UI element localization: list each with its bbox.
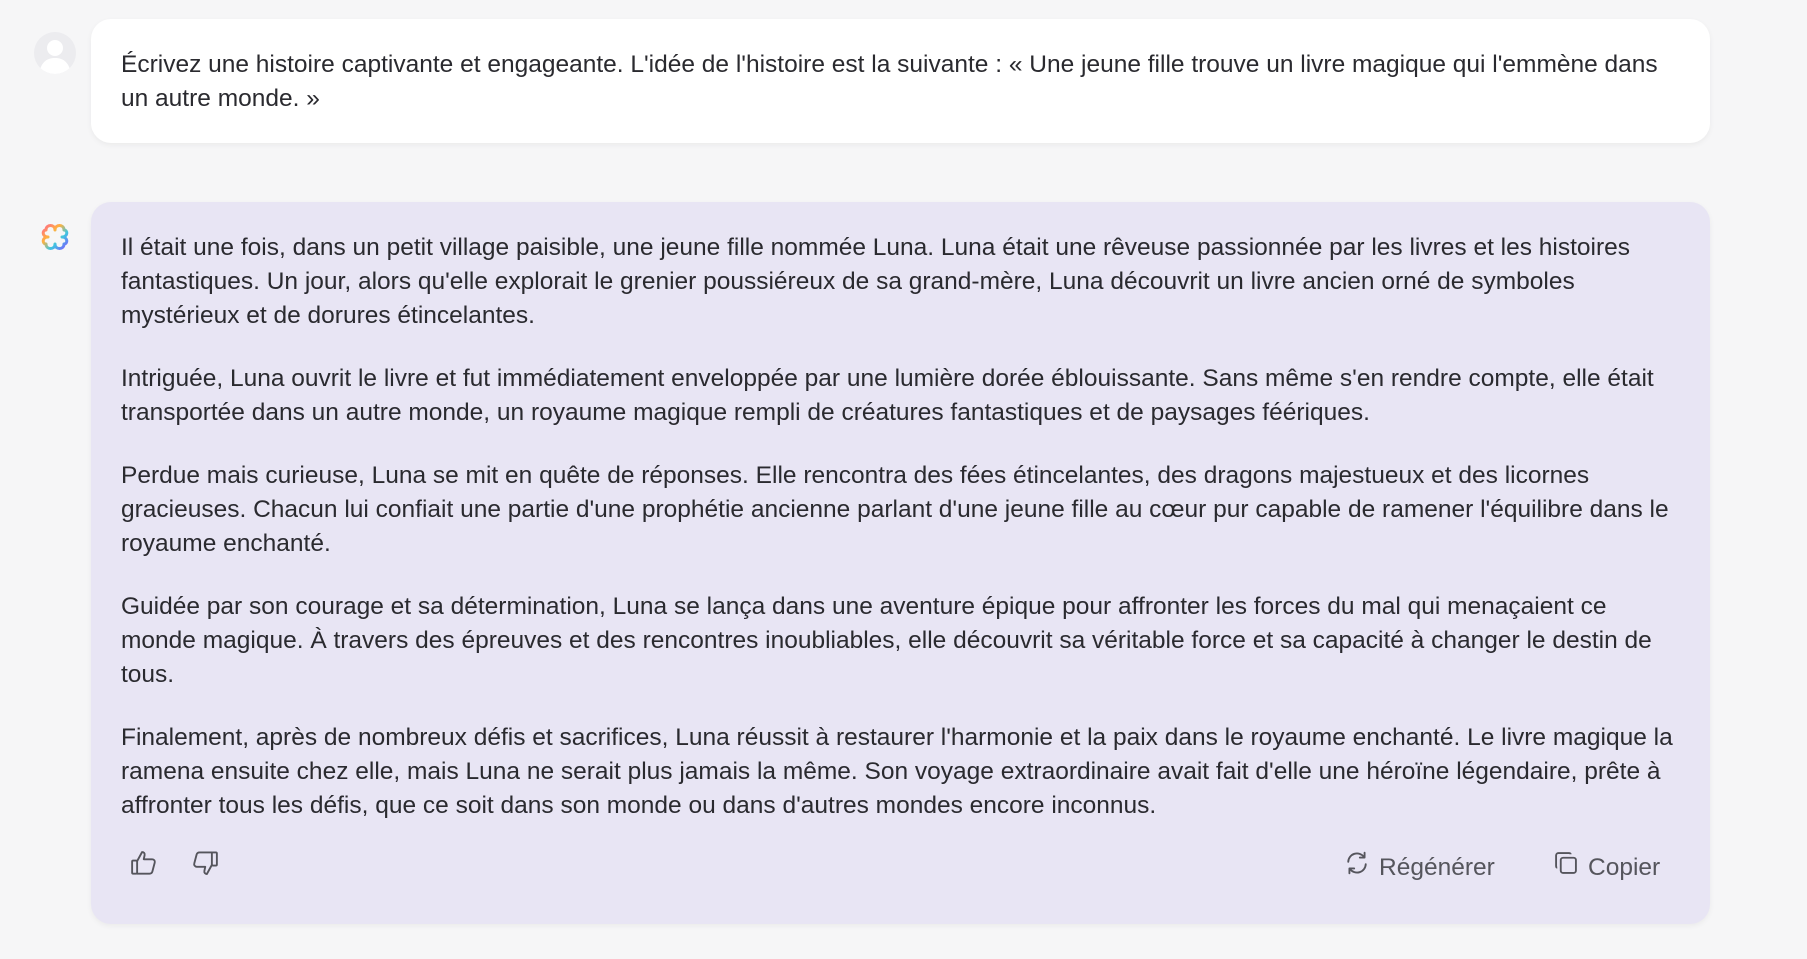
- thumbs-up-icon: [129, 848, 159, 888]
- regenerate-label: Régénérer: [1379, 854, 1495, 881]
- user-avatar-icon: [34, 32, 76, 74]
- copy-button[interactable]: [1552, 848, 1660, 888]
- story-paragraph: Il était une fois, dans un petit village paisible, une jeune fille nommée Luna. Luna était une rêveuse passionnée par les livres et les histoires fantastiques. Un jour, alors qu'elle explorait le grenier poussiéreux de sa grand-mère, Luna découvrit un livre ancien orné de symboles mystérieux et de dorures étincelantes.: [121, 234, 1631, 329]
- refresh-icon: [1343, 849, 1371, 887]
- assistant-message: [91, 202, 1710, 924]
- assistant-logo-icon: [38, 220, 72, 254]
- copy-icon: [1552, 849, 1580, 887]
- thumbs-up-button[interactable]: [124, 848, 164, 888]
- user-message-text: Écrivez une histoire captivante et engageante. L'idée de l'histoire est la suivante : « Une jeune fille trouve un livre magique qui l'emmène dans un autre monde. »: [121, 51, 1658, 112]
- regenerate-button[interactable]: [1343, 848, 1495, 888]
- copy-label: Copier: [1588, 854, 1661, 881]
- story-paragraph: Intriguée, Luna ouvrit le livre et fut immédiatement enveloppée par une lumière dorée éblouissante. Sans même s'en rendre compte, elle était transportée dans un autre monde, un royaume magique rempli de créatures fantastiques et de paysages féériques.: [121, 365, 1654, 426]
- story-paragraph: Guidée par son courage et sa détermination, Luna se lança dans une aventure épique pour affronter les forces du mal qui menaçaient ce monde magique. À travers des épreuves et des rencontres inoubliables, elle découvrit sa véritable force et sa capacité à changer le destin de tous.: [121, 593, 1652, 688]
- thumbs-down-button[interactable]: [185, 848, 225, 888]
- story-paragraph: Perdue mais curieuse, Luna se mit en quête de réponses. Elle rencontra des fées étincelantes, des dragons majestueux et des licornes gracieuses. Chacun lui confiait une partie d'une prophétie ancienne parlant d'une jeune fille au cœur pur capable de ramener l'équilibre dans le royaume enchanté.: [121, 462, 1669, 557]
- user-message: [91, 19, 1710, 143]
- story-paragraph: Finalement, après de nombreux défis et sacrifices, Luna réussit à restaurer l'harmonie et la paix dans le royaume enchanté. Le livre magique la ramena ensuite chez elle, mais Luna ne serait plus jamais la même. Son voyage extraordinaire avait fait d'elle une héroïne légendaire, prête à affronter tous les défis, que ce soit dans son monde ou dans d'autres mondes encore inconnus.: [121, 724, 1673, 819]
- thumbs-down-icon: [190, 848, 220, 888]
- message-actions: [91, 848, 1710, 888]
